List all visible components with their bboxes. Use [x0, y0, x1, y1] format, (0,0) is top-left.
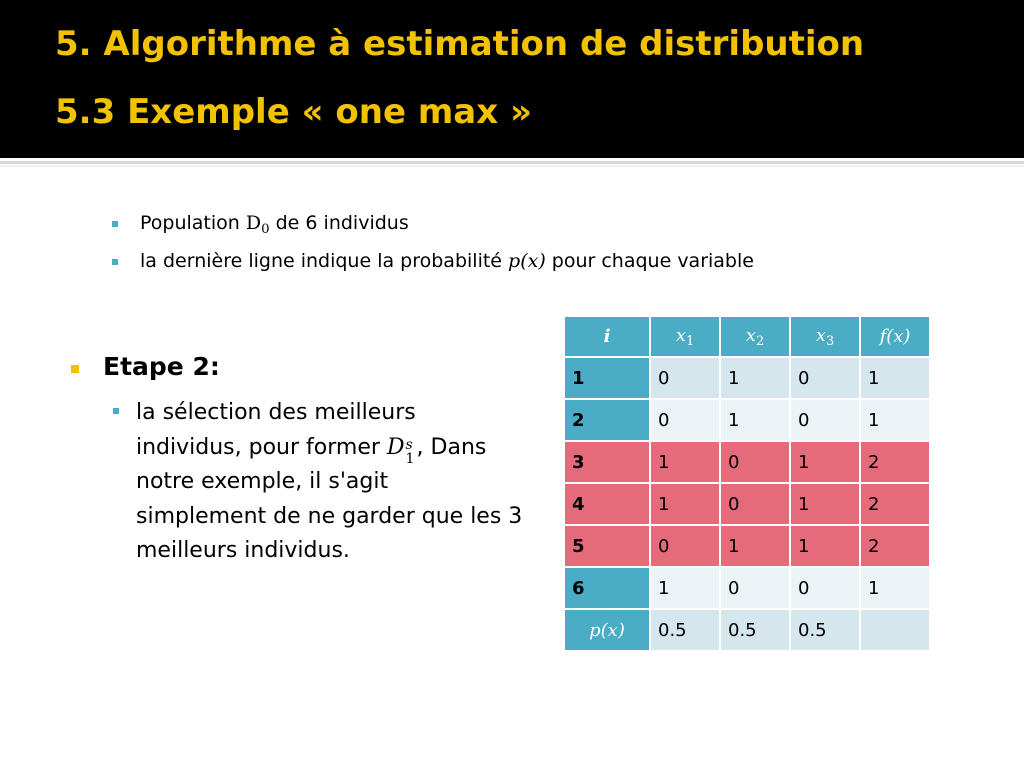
row-label: 3: [564, 441, 650, 483]
table-cell: 0: [720, 441, 790, 483]
math-symbol: D: [245, 212, 262, 234]
table-cell: 1: [720, 399, 790, 441]
table-cell: 1: [650, 567, 720, 609]
header-sub: 3: [826, 332, 835, 348]
table-row-selected: [564, 525, 930, 567]
math-scripts: [405, 436, 417, 467]
table-cell: 1: [720, 525, 790, 567]
table-cell: 1: [790, 441, 860, 483]
row-label: 5: [564, 525, 650, 567]
step-text: , Dans: [416, 434, 487, 460]
table-cell: 2: [860, 441, 930, 483]
header-var: x: [675, 325, 687, 347]
row-label: 6: [564, 567, 650, 609]
header-sub: 2: [756, 332, 765, 348]
math-D1s: [386, 434, 417, 467]
table-row-probability: [564, 609, 930, 651]
header-x2: [720, 316, 790, 357]
header-sub: 1: [686, 332, 695, 348]
table-cell: 1: [650, 483, 720, 525]
math-D0: [245, 212, 270, 237]
table-cell: 2: [860, 483, 930, 525]
table-cell: 0: [790, 357, 860, 399]
table-header-row: [564, 316, 930, 357]
math-subscript: 0: [261, 221, 270, 237]
table-cell: 1: [720, 357, 790, 399]
header-var: x: [745, 325, 757, 347]
bullet-population: [140, 212, 409, 237]
table-cell: 0: [650, 525, 720, 567]
table-cell: 1: [860, 567, 930, 609]
step-heading: Etape 2:: [103, 352, 220, 381]
table-cell: 1: [790, 525, 860, 567]
title-divider: [0, 161, 1024, 164]
slide-title: 5. Algorithme à estimation de distribution: [55, 24, 865, 64]
table-cell: 1: [790, 483, 860, 525]
table-row: [564, 357, 930, 399]
table-cell: 1: [650, 441, 720, 483]
table-cell: 2: [860, 525, 930, 567]
step-line: meilleurs individus.: [136, 538, 350, 563]
step-line: la sélection des meilleurs: [136, 400, 416, 425]
bullet-text: la dernière ligne indique la probabilité: [140, 250, 509, 272]
step-line: simplement de ne garder que les 3: [136, 503, 523, 529]
table-cell: 0: [790, 567, 860, 609]
bullet-square-icon: [113, 408, 119, 414]
table-cell: 0.5: [720, 609, 790, 651]
table-cell: 0.5: [790, 609, 860, 651]
math-symbol: D: [386, 434, 405, 460]
table-cell: 1: [860, 399, 930, 441]
population-table: [563, 315, 931, 652]
math-subscript: 1: [405, 450, 415, 467]
bullet-square-icon: [112, 259, 118, 265]
table-row: [564, 399, 930, 441]
bullet-square-icon: [112, 221, 118, 227]
step-line: [136, 431, 546, 466]
table-cell: 0: [720, 483, 790, 525]
step-line: notre exemple, il s'agit: [136, 469, 389, 494]
bullet-probability: [140, 250, 754, 272]
row-label: 4: [564, 483, 650, 525]
table-row-selected: [564, 441, 930, 483]
table-row-selected: [564, 483, 930, 525]
math-superscript: s: [405, 436, 413, 453]
table-cell: [860, 609, 930, 651]
row-label-px: p(x): [564, 609, 650, 651]
table-cell: 1: [860, 357, 930, 399]
table-cell: 0.5: [650, 609, 720, 651]
bullet-text: de 6 individus: [269, 212, 409, 234]
slide-subtitle: 5.3 Exemple « one max »: [55, 92, 532, 132]
bullet-text: Population: [140, 212, 246, 234]
row-label: 1: [564, 357, 650, 399]
bullet-text: pour chaque variable: [545, 250, 754, 272]
header-var: x: [815, 325, 827, 347]
table-cell: 0: [650, 357, 720, 399]
bullet-square-icon: [71, 365, 79, 373]
math-px: p(x): [508, 250, 546, 272]
header-x3: [790, 316, 860, 357]
step-text: individus, pour former: [136, 434, 387, 460]
step-description: [136, 396, 546, 569]
table-row: [564, 567, 930, 609]
title-divider-shadow: [0, 165, 1024, 167]
header-i: i: [564, 316, 650, 357]
header-fx: f(x): [860, 316, 930, 357]
row-label: 2: [564, 399, 650, 441]
table-cell: 0: [790, 399, 860, 441]
table-cell: 0: [720, 567, 790, 609]
header-x1: [650, 316, 720, 357]
table-cell: 0: [650, 399, 720, 441]
